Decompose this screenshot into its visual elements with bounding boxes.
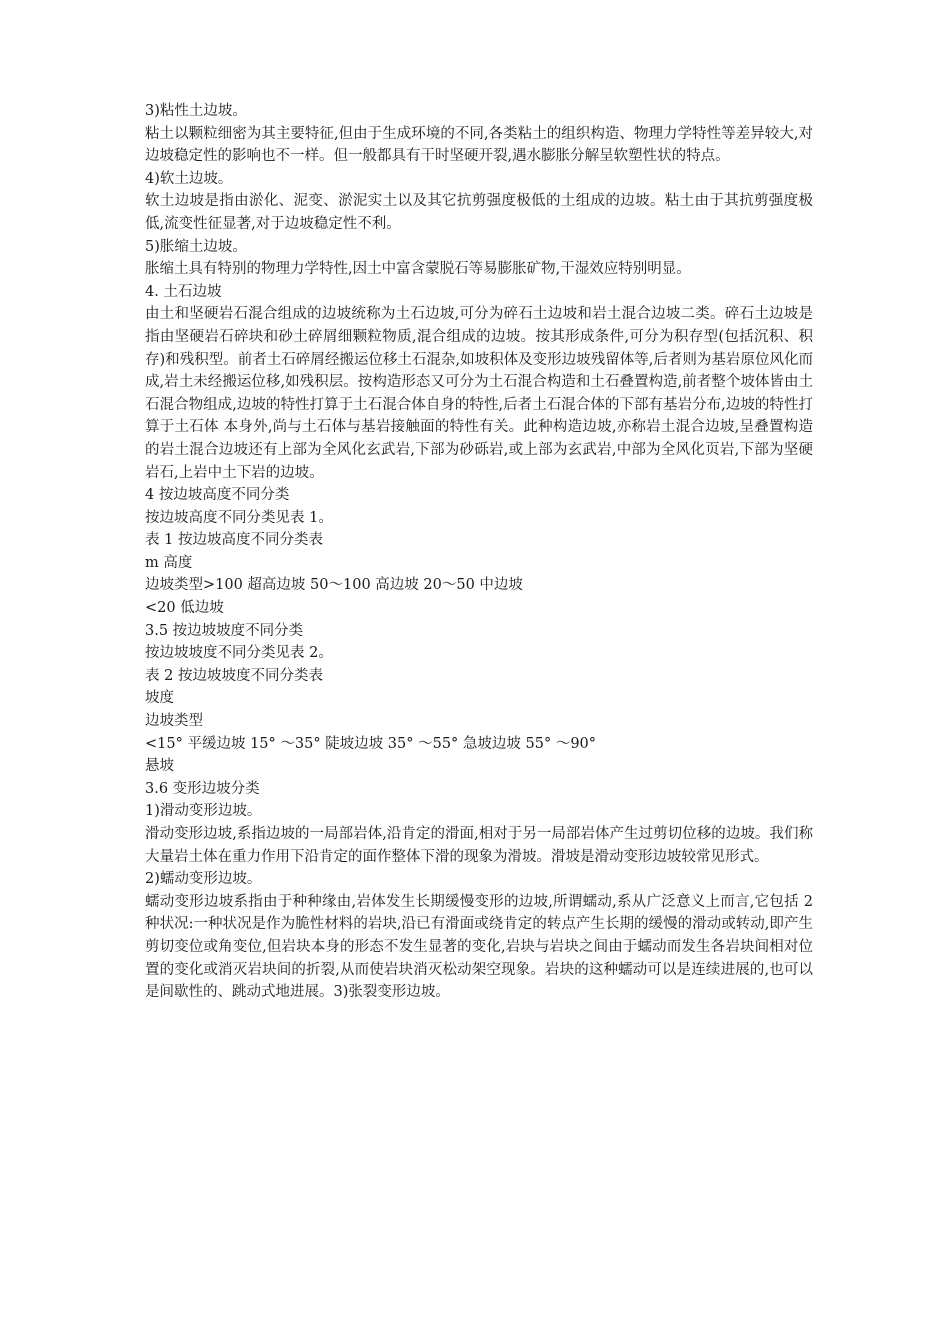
section-heading: 2)蠕动变形边坡。 (145, 871, 262, 888)
section-heading: 3.5 按边坡坡度不同分类 (145, 622, 304, 639)
table-row: 边坡类型>100 超高边坡 50～100 高边坡 20～50 中边坡 (145, 577, 523, 594)
paragraph: 蠕动变形边坡系指由于种种缘由,岩体发生长期缓慢变形的边坡,所谓蠕动,系从广泛意义上而言,它包括 2 种状况:一种状况是作为脆性材料的岩块,沿已有滑面或绕肯定的转点产生长期的缓慢的滑动或转动,即产生剪切变位或角变位,但岩块本身的形态不发生显著的变化,岩块与岩块之间由于蠕动而发生各岩块间相对位置的变化或消灭岩块间的折裂,从而使岩块消灭松动架空现象。岩块的这种蠕动可以是连续进展的,也可以是间歇性的、跳动式地进展。3)张裂变形边坡。 (145, 893, 813, 1001)
table-header: 坡度 (145, 690, 174, 707)
table-header: 边坡类型 (145, 713, 203, 730)
section-heading: 4)软土边坡。 (145, 170, 233, 187)
table-caption: 表 1 按边坡高度不同分类表 (145, 532, 323, 549)
paragraph: 滑动变形边坡,系指边坡的一局部岩体,沿肯定的滑面,相对于另一局部岩体产生过剪切位移的边坡。我们称大量岩土体在重力作用下沿肯定的面作整体下滑的现象为滑坡。滑坡是滑动变形边坡较常见形式。 (145, 826, 813, 865)
table-header: m 高度 (145, 554, 193, 571)
section-heading: 3)粘性土边坡。 (145, 103, 247, 119)
table-row: <15° 平缓边坡 15° ～35° 陡坡边坡 35° ～55° 急坡边坡 55° ～90° (145, 735, 597, 752)
table-row: <20 低边坡 (145, 600, 224, 617)
table-caption: 表 2 按边坡坡度不同分类表 (145, 667, 323, 684)
paragraph: 胀缩土具有特别的物理力学特性,因土中富含蒙脱石等易膨胀矿物,干湿效应特别明显。 (145, 261, 691, 278)
section-heading: 1)滑动变形边坡。 (145, 803, 262, 820)
text-line: 按边坡高度不同分类见表 1。 (145, 509, 333, 526)
table-row: 悬坡 (145, 758, 174, 775)
paragraph: 软土边坡是指由淤化、泥变、淤泥实土以及其它抗剪强度极低的土组成的边坡。粘土由于其抗剪强度极低,流变性征显著,对于边坡稳定性不利。 (145, 193, 813, 232)
section-heading: 5)胀缩土边坡。 (145, 238, 247, 255)
paragraph: 由土和坚硬岩石混合组成的边坡统称为土石边坡,可分为碎石土边坡和岩土混合边坡二类。碎石土边坡是指由坚硬岩石碎块和砂土碎屑细颗粒物质,混合组成的边坡。按其形成条件,可分为积存型(包括沉积、积存)和残积型。前者土石碎屑经搬运位移土石混杂,如坡积体及变形边坡残留体等,后者则为基岩原位风化而成,岩土未经搬运位移,如残积层。按构造形态又可分为土石混合构造和土石叠置构造,前者整个坡体皆由土石混合物组成,边坡的特性打算于土石混合体自身的特性,后者土石混合体的下部有基岩分布,边坡的特性打算于土石体 本身外,尚与土石体与基岩接触面的特性有关。此种构造边坡,亦称岩土混合边坡,呈叠置构造的岩土混合边坡还有上部为全风化玄武岩,下部为砂砾岩,或上部为玄武岩,中部为全风化页岩,下部为坚硬岩石,上岩中土下岩的边坡。 (145, 306, 813, 481)
text-line: 按边坡坡度不同分类见表 2。 (145, 645, 333, 662)
section-heading: 4. 土石边坡 (145, 283, 222, 300)
section-heading: 3.6 变形边坡分类 (145, 780, 260, 797)
section-heading: 4 按边坡高度不同分类 (145, 487, 290, 504)
document-page (145, 100, 813, 1004)
paragraph: 粘土以颗粒细密为其主要特征,但由于生成环境的不同,各类粘土的组织构造、物理力学特性等差异较大,对边坡稳定性的影响也不一样。但一般都具有干时坚硬开裂,遇水膨胀分解呈软塑性状的特点。 (145, 125, 813, 165)
